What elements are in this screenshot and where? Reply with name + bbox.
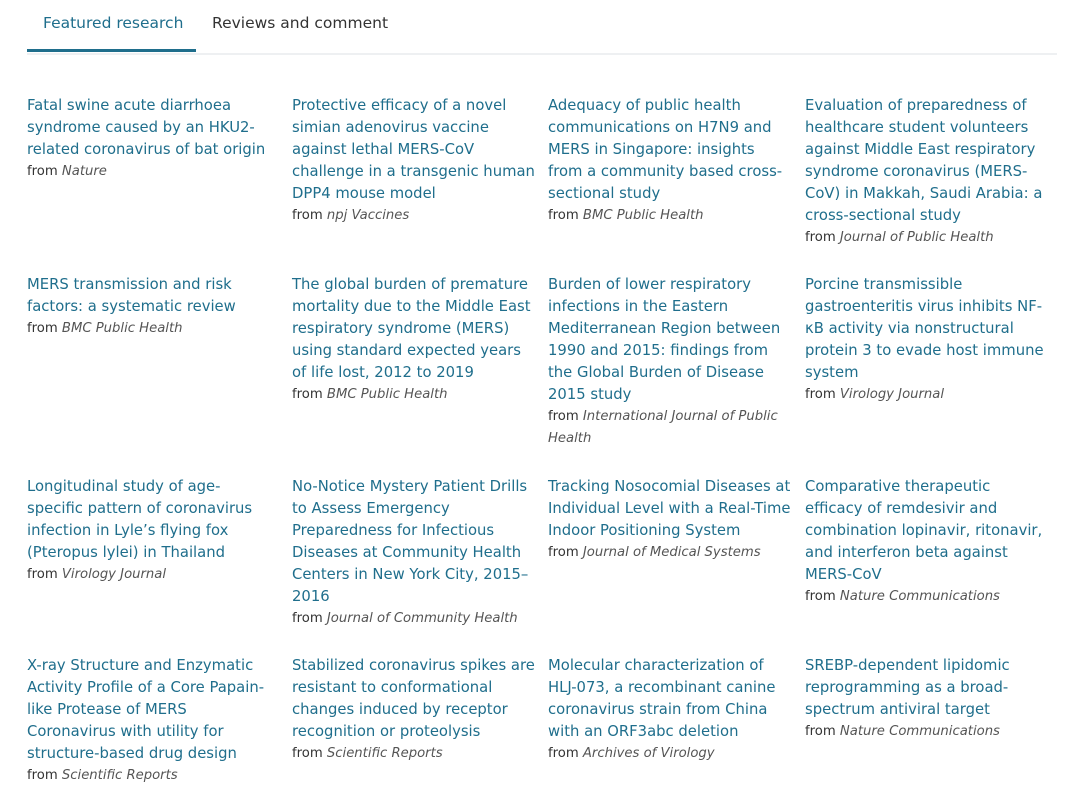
- journal-name: Journal of Medical Systems: [582, 545, 761, 560]
- article-title-link[interactable]: Molecular characterization of HLJ-073, a recombinant canine coronavirus strain from China with an ORF3abc deletion: [548, 657, 776, 740]
- article-card: [27, 274, 271, 340]
- article-source: [27, 564, 271, 586]
- journal-name: Nature Communications: [839, 724, 1000, 739]
- article-source: [27, 161, 271, 183]
- article-source: [548, 743, 792, 765]
- tab-featured-research[interactable]: Featured research: [43, 14, 184, 32]
- article-card: [548, 95, 792, 227]
- article-source: [805, 586, 1049, 608]
- source-prefix: from: [27, 164, 58, 179]
- journal-name: Scientific Reports: [61, 768, 178, 783]
- source-prefix: from: [805, 589, 836, 604]
- article-card: [805, 95, 1049, 249]
- article-source: [292, 608, 536, 630]
- journal-name: Archives of Virology: [582, 746, 715, 761]
- article-title-link[interactable]: X-ray Structure and Enzymatic Activity Profile of a Core Papain-like Protease of MERS Coronavirus with utility for structure-based drug design: [27, 657, 265, 762]
- article-source: [548, 542, 792, 564]
- journal-name: BMC Public Health: [61, 321, 183, 336]
- article-title-link[interactable]: Longitudinal study of age-specific pattern of coronavirus infection in Lyle’s flying fox (Pteropus lylei) in Thailand: [27, 478, 253, 561]
- source-prefix: from: [27, 768, 58, 783]
- article-source: [805, 384, 1049, 406]
- article-card: [548, 476, 792, 564]
- article-card: [27, 655, 271, 787]
- article-title-link[interactable]: Tracking Nosocomial Diseases at Individual Level with a Real-Time Indoor Positioning System: [548, 478, 791, 539]
- article-title-link[interactable]: Porcine transmissible gastroenteritis virus inhibits NF-κB activity via nonstructural protein 3 to evade host immune system: [805, 276, 1044, 381]
- article-card: [548, 274, 792, 450]
- source-prefix: from: [548, 746, 579, 761]
- article-source: [27, 765, 271, 787]
- article-source: [292, 384, 536, 406]
- journal-name: Journal of Community Health: [326, 611, 518, 626]
- article-card: [27, 95, 271, 183]
- article-card: [805, 655, 1049, 743]
- article-title-link[interactable]: Evaluation of preparedness of healthcare student volunteers against Middle East respiratory syndrome coronavirus (MERS-CoV) in Makkah, Saudi Arabia: a cross-sectional study: [805, 97, 1043, 224]
- article-card: [292, 655, 536, 765]
- article-title-link[interactable]: The global burden of premature mortality due to the Middle East respiratory syndrome (MERS) using standard expected years of life lost, 2012 to 2019: [292, 276, 531, 381]
- source-prefix: from: [805, 724, 836, 739]
- article-source: [805, 227, 1049, 249]
- source-prefix: from: [292, 746, 323, 761]
- article-source: [548, 205, 792, 227]
- journal-name: Nature Communications: [839, 589, 1000, 604]
- journal-name: npj Vaccines: [326, 208, 410, 223]
- source-prefix: from: [548, 208, 579, 223]
- journal-name: Scientific Reports: [326, 746, 443, 761]
- source-prefix: from: [548, 545, 579, 560]
- article-title-link[interactable]: SREBP-dependent lipidomic reprogramming as a broad-spectrum antiviral target: [805, 657, 1010, 718]
- article-title-link[interactable]: Protective efficacy of a novel simian adenovirus vaccine against lethal MERS-CoV challenge in a transgenic human DPP4 mouse model: [292, 97, 535, 202]
- article-source: [292, 205, 536, 227]
- journal-name: Virology Journal: [839, 387, 945, 402]
- journal-name: International Journal of Public Health: [548, 409, 778, 446]
- article-card: [805, 274, 1049, 406]
- article-title-link[interactable]: Fatal swine acute diarrhoea syndrome caused by an HKU2-related coronavirus of bat origin: [27, 97, 266, 158]
- article-card: [27, 476, 271, 586]
- article-title-link[interactable]: Stabilized coronavirus spikes are resistant to conformational changes induced by receptor recognition or proteolysis: [292, 657, 535, 740]
- article-source: [805, 721, 1049, 743]
- source-prefix: from: [805, 387, 836, 402]
- article-card: [292, 476, 536, 630]
- source-prefix: from: [292, 208, 323, 223]
- journal-name: Virology Journal: [61, 567, 167, 582]
- article-title-link[interactable]: No-Notice Mystery Patient Drills to Assess Emergency Preparedness for Infectious Diseases at Community Health Centers in New York City, 2015–2016: [292, 478, 529, 605]
- article-card: [548, 655, 792, 765]
- tab-reviews-and-comment[interactable]: Reviews and comment: [212, 14, 389, 32]
- article-card: [292, 274, 536, 406]
- source-prefix: from: [27, 321, 58, 336]
- journal-name: Nature: [61, 164, 107, 179]
- article-title-link[interactable]: Burden of lower respiratory infections in the Eastern Mediterranean Region between 1990 and 2015: findings from the Global Burden of Disease 2015 study: [548, 276, 781, 403]
- article-source: [548, 406, 792, 450]
- article-card: [805, 476, 1049, 608]
- source-prefix: from: [292, 387, 323, 402]
- article-card: [292, 95, 536, 227]
- article-title-link[interactable]: Adequacy of public health communications on H7N9 and MERS in Singapore: insights from a community based cross-sectional study: [548, 97, 783, 202]
- source-prefix: from: [548, 409, 579, 424]
- article-title-link[interactable]: Comparative therapeutic efficacy of remdesivir and combination lopinavir, ritonavir, and interferon beta against MERS-CoV: [805, 478, 1043, 583]
- article-title-link[interactable]: MERS transmission and risk factors: a systematic review: [27, 276, 236, 315]
- journal-name: BMC Public Health: [582, 208, 704, 223]
- journal-name: Journal of Public Health: [839, 230, 994, 245]
- source-prefix: from: [292, 611, 323, 626]
- article-source: [292, 743, 536, 765]
- journal-name: BMC Public Health: [326, 387, 448, 402]
- source-prefix: from: [27, 567, 58, 582]
- source-prefix: from: [805, 230, 836, 245]
- article-source: [27, 318, 271, 340]
